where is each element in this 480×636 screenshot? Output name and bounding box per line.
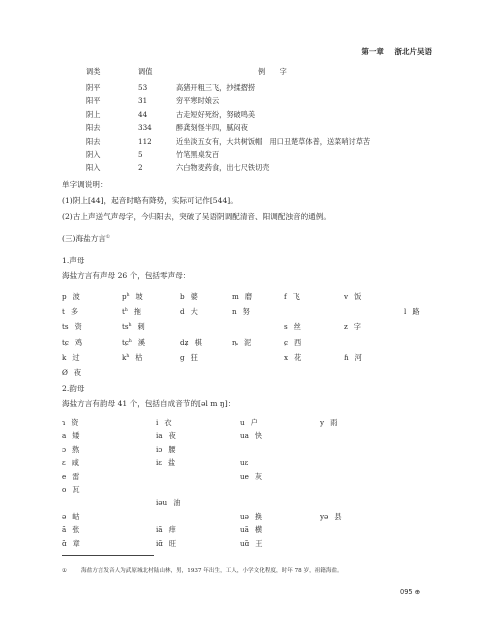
final-entry-ipa: e [62, 471, 67, 481]
final-entry-char: 雷 [72, 471, 80, 481]
final-entry-ipa: ia [156, 431, 163, 441]
initial-entry-char: 大 [190, 307, 198, 317]
initial-entry-ipa: dʑ [180, 337, 189, 347]
initial-entry-ipa: tɕ [62, 337, 69, 347]
final-entry-char: 岵 [72, 511, 80, 521]
initials-title: 1.声母 [62, 256, 85, 265]
final-entry-ipa: iɑ̃ [156, 538, 163, 548]
tone-table-cell: 阳去 [86, 123, 101, 133]
initial-entry-ipa: b [180, 292, 185, 301]
final-entry-ipa: iəu [156, 498, 168, 508]
initial-entry-char: 河 [354, 352, 362, 362]
initial-entry-char: 磨 [244, 292, 253, 301]
final-entry [240, 418, 258, 428]
final-entry-char: 灰 [254, 471, 263, 481]
tone-table-cell: 阴平 [86, 83, 101, 92]
final-entry [156, 525, 176, 535]
initial-entry [284, 322, 301, 332]
tone-table-cell: 44 [138, 109, 148, 119]
final-entry-ipa: ɛ [62, 458, 66, 468]
final-entry-ipa: iɛ [156, 458, 163, 468]
initial-entry-ipa: m [232, 292, 239, 301]
initial-entry-char: 努 [242, 307, 250, 317]
final-entry [62, 485, 80, 495]
final-entry [62, 512, 79, 522]
final-entry [240, 431, 262, 441]
initial-entry [232, 292, 252, 302]
initial-entry-char: 多 [70, 307, 79, 317]
final-entry-ipa: ã [62, 525, 67, 535]
initial-entry-ipa: ɦ [344, 352, 349, 362]
final-entry-ipa: yə [320, 511, 329, 521]
final-entry-char: 张 [72, 525, 80, 535]
initial-entry [62, 322, 82, 332]
tone-table-header: 调类 [86, 67, 101, 76]
tone-table-cell: 高猪开粗三飞，抄揉摺捞 [176, 83, 256, 92]
initial-entry-char: 婆 [190, 292, 198, 301]
finals-intro: 海盐方言有韵母 41 个，包括自成音节的[əl m ŋ]： [62, 399, 236, 408]
final-entry-ipa: uə [240, 511, 249, 521]
final-entry [156, 445, 176, 455]
final-entry-ipa: o [62, 485, 67, 494]
final-entry [240, 458, 254, 468]
initial-entry-ipa: p [62, 292, 67, 301]
final-entry-char: 熬 [72, 444, 80, 454]
initial-entry-char: 资 [74, 322, 82, 332]
initial-entry-char: 过 [72, 352, 80, 362]
initial-entry [284, 353, 301, 363]
initial-entry-ipa: f [284, 292, 287, 301]
final-entry-char: 换 [254, 511, 263, 521]
final-entry-ipa: a [62, 431, 67, 441]
final-entry [62, 418, 78, 428]
initial-entry-char: 丝 [293, 322, 301, 332]
final-entry [62, 458, 79, 468]
final-entry-char: 王 [255, 538, 263, 548]
initial-entry [232, 338, 251, 348]
chapter-label: 第一章 [361, 47, 384, 56]
initial-entry-ipa: l [404, 307, 407, 317]
final-entry [240, 525, 262, 535]
initial-entry-char: 棋 [194, 337, 202, 347]
final-entry-char: 旺 [168, 538, 177, 548]
initial-entry [180, 307, 198, 317]
final-entry-ipa: uɑ̃ [240, 538, 250, 548]
initial-entry [62, 368, 81, 378]
tone-table-cell: 31 [138, 96, 148, 106]
initial-entry-char: 鸡 [74, 337, 83, 347]
initial-entry-ipa: $p^h$ [122, 292, 130, 301]
initial-entry-char: 饭 [354, 292, 362, 301]
final-entry-ipa: uɛ [240, 458, 249, 468]
initial-entry-char: 坡 [135, 292, 143, 301]
initial-entry-ipa: $k^h$ [122, 352, 130, 362]
initial-entry-char: 西 [294, 337, 302, 347]
tone-table-cell: 穷平寒时娘云 [176, 96, 220, 106]
initial-entry-ipa: $ts^h$ [122, 322, 132, 332]
tone-table-cell: 醉龚刻怪半四，腻闷夜 [176, 123, 248, 133]
initial-entry [344, 322, 361, 332]
tone-table-cell: 阴入 [86, 150, 101, 159]
initial-entry [62, 307, 78, 317]
tone-table-cell: 334 [138, 123, 152, 133]
initial-entry-char: 狂 [190, 352, 198, 362]
initial-entry-char: 花 [294, 352, 302, 362]
initial-entry [232, 307, 250, 317]
tone-table-cell: 竹笔黑桌发百 [176, 150, 220, 159]
tone-table-cell: 5 [138, 150, 143, 159]
final-entry-char: 夜 [168, 431, 176, 441]
final-entry-char: 衣 [164, 418, 172, 427]
note-line: (2)古上声送气声母字，今归阳去，突破了吴语阴调配清音、阳调配浊音的通例。 [62, 211, 331, 221]
tone-table-cell: 古走短好死纷，努破鸣美 [176, 109, 256, 119]
notes-title: 单字调说明： [62, 180, 108, 189]
final-entry-char: 痒 [168, 525, 176, 535]
final-entry-char: 盐 [168, 458, 176, 468]
section-footmark: ① [105, 235, 110, 240]
initial-entry-ipa: t [62, 307, 65, 317]
tone-table-header: 例 字 [258, 67, 287, 76]
initial-entry-ipa: s [284, 322, 288, 332]
final-entry-ipa: u [240, 418, 245, 427]
final-entry-char: 咸 [71, 458, 79, 468]
initial-entry-ipa: n [232, 307, 237, 317]
final-entry-ipa: ua [240, 431, 249, 441]
final-entry-char: 油 [173, 498, 181, 508]
initials-intro: 海盐方言有声母 26 个，包括零声母： [62, 271, 191, 280]
initial-entry-ipa: ȵ [232, 337, 238, 347]
tone-table-cell: 阳平 [86, 96, 101, 106]
footnote-mark: ① [62, 568, 68, 574]
final-entry-char: 横 [254, 525, 263, 535]
initial-entry-ipa: $t^h$ [122, 307, 128, 317]
final-entry [62, 445, 79, 455]
initial-entry-ipa: ɕ [284, 337, 289, 347]
final-entry [156, 458, 175, 468]
tone-table-header: 调值 [138, 67, 153, 76]
final-entry-char: 县 [334, 511, 342, 521]
initial-entry-char: 字 [353, 322, 361, 332]
final-entry-char: 快 [254, 431, 263, 441]
initial-entry [122, 338, 145, 348]
initial-entry-ipa: x [284, 352, 289, 362]
final-entry [156, 431, 176, 441]
note-line: (1)阴上[44]，起音时略有降势，实际可记作[544]。 [62, 196, 238, 205]
footnote-text: 海盐方言发音人为武原城北村陆山林，男，1937 年出生，工人，小学文化程度，时年 78 岁，祖籍海盐。 [81, 568, 343, 574]
footnote [62, 566, 343, 574]
final-entry-ipa: y [320, 418, 325, 427]
initial-entry-char: 夜 [73, 368, 82, 377]
final-entry [240, 539, 262, 549]
final-entry [62, 539, 80, 549]
initial-entry [122, 353, 142, 363]
final-entry-ipa: ue [240, 471, 249, 481]
final-entry [62, 472, 79, 482]
tone-table-cell: 阳去 [86, 136, 101, 146]
final-entry-ipa: i [156, 418, 159, 427]
tone-table-cell: 2 [138, 163, 143, 173]
final-entry-ipa: ɔ [62, 444, 67, 454]
final-entry-char: 资 [71, 418, 79, 427]
initial-entry-ipa: g [180, 352, 185, 362]
tone-table-cell: 六白物麦药食，出七尺铁切壳 [176, 163, 270, 173]
initial-entry-char: 拖 [133, 307, 141, 317]
final-entry [156, 539, 176, 549]
final-entry-char: 章 [72, 538, 80, 548]
initial-entry [344, 292, 361, 302]
finals-title: 2.韵母 [62, 384, 85, 393]
initial-entry-char: 波 [72, 292, 80, 301]
final-entry-ipa: ɑ̃ [62, 538, 67, 548]
initial-entry [180, 292, 198, 302]
initial-entry-char: 枯 [135, 352, 143, 362]
initial-entry-ipa: Ø [62, 368, 68, 377]
tone-table-cell: 53 [138, 83, 148, 92]
initial-entry [122, 292, 143, 302]
tone-table-cell: 112 [138, 136, 152, 146]
page-number: 095 ⊕ [400, 588, 421, 596]
initial-entry-ipa: k [62, 352, 67, 362]
final-entry [156, 418, 172, 428]
final-entry-ipa: ə [62, 511, 67, 521]
initial-entry-char: 溪 [137, 337, 146, 347]
final-entry-ipa: ɿ [62, 418, 66, 427]
final-entry-char: 户 [250, 418, 258, 427]
final-entry-ipa: iɔ [156, 444, 163, 454]
final-entry-ipa: uã [240, 525, 249, 535]
section-title: (三)海盐方言① [62, 234, 110, 243]
footnote-rule [62, 555, 154, 556]
final-entry-ipa: iã [156, 525, 163, 535]
chapter-title: 浙北片吴语 [394, 47, 432, 56]
initial-entry-ipa: ts [62, 322, 69, 332]
initial-entry-ipa: d [180, 307, 185, 317]
initial-entry [122, 322, 145, 332]
initial-entry [62, 292, 80, 302]
initial-entry-ipa: z [344, 322, 348, 332]
final-entry [62, 431, 80, 441]
final-entry [240, 512, 262, 522]
initial-entry-ipa: tɕ$^h$ [122, 337, 132, 347]
final-entry-char: 矮 [72, 431, 80, 441]
final-entry-char: 腰 [168, 444, 176, 454]
tone-table-cell: 阴上 [86, 109, 101, 119]
initial-entry [180, 353, 198, 363]
final-entry [156, 498, 180, 508]
initial-entry [62, 353, 80, 363]
initial-entry-ipa: v [344, 292, 349, 301]
final-entry-char: 瓦 [72, 485, 80, 494]
initial-entry-char: 路 [412, 307, 420, 317]
initial-entry-char: 刺 [137, 322, 145, 332]
final-entry [320, 418, 337, 428]
initial-entry [404, 307, 420, 317]
final-entry-char: 雨 [330, 418, 338, 427]
tone-table-cell: 阳入 [86, 163, 101, 173]
initial-entry [284, 338, 301, 348]
initial-entry-char: 泥 [243, 337, 252, 347]
initial-entry-char: 飞 [292, 292, 300, 301]
final-entry [320, 512, 342, 522]
initial-entry [344, 353, 362, 363]
final-entry [240, 472, 262, 482]
running-header [353, 46, 432, 57]
initial-entry [284, 292, 300, 302]
initial-entry [122, 307, 141, 317]
final-entry [62, 525, 80, 535]
initial-entry [180, 338, 202, 348]
initial-entry [62, 338, 82, 348]
tone-table-cell: 近坐淡五女有，大共树饭帽 用口丑楚草体普，送菜哨讨草苦 [176, 136, 371, 146]
